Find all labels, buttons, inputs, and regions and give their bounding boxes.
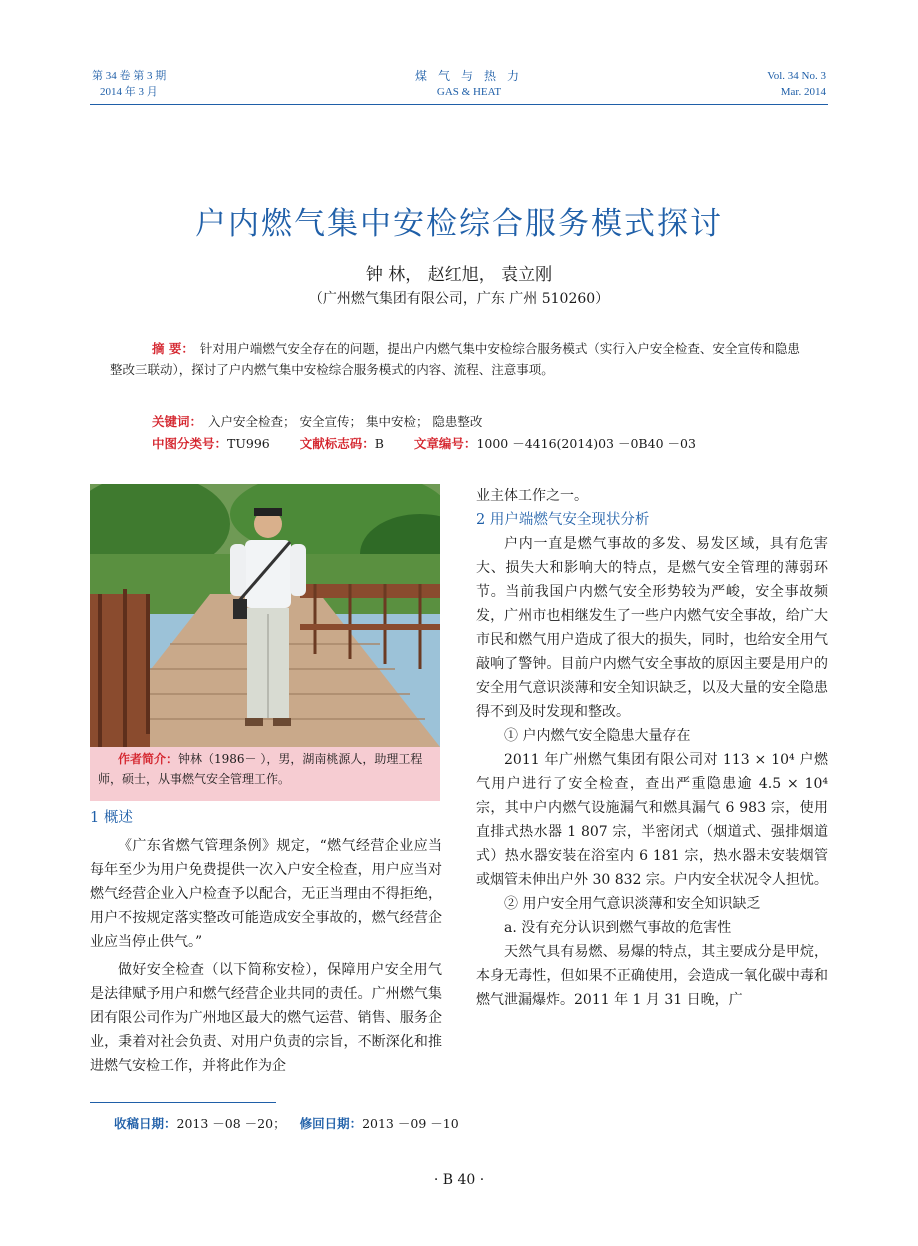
list-item-1: ① 户内燃气安全隐患大量存在 <box>504 728 691 744</box>
dates: 收稿日期：2013 －08 －20； 修回日期：2013 －09 －10 <box>114 1116 459 1131</box>
section2-paragraph-2: 2011 年广州燃气集团有限公司对 113 × 10⁴ 户燃气用户进行了安全检查，查出严重隐患逾 4.5 × 10⁴ 宗，其中户内燃气设施漏气和燃具漏气 6 983 宗，使用直排式热水器 1 807 宗，半密闭式（烟道式、强排烟道式）热水器安装在浴室内 6 181 宗，热水器未安装烟管或烟管未伸出户外 30 832 宗。户内安全状况令人担忧。 <box>476 752 828 888</box>
keywords <box>152 412 812 432</box>
continuation-text: 业主体工作之一。 <box>476 488 588 504</box>
section2-paragraph-1: 户内一直是燃气事故的多发、易发区域，具有危害大、损失大和影响大的特点，是燃气安全管理的薄弱环节。当前我国户内燃气安全形势较为严峻，安全事故频发，广州市也相继发生了一些户内燃气安全事故，给广大市民和燃气用户造成了很大的损失，同时，也给安全用气敲响了警钟。目前户内燃气安全事故的原因主要是用户的安全用气意识淡薄和安全知识缺乏，以及大量的安全隐患得不到及时发现和整改。 <box>476 536 828 720</box>
bio-text: 钟林（1986－ ），男，湖南桃源人，助理工程师，硕士，从事燃气安全管理工作。 <box>98 752 423 786</box>
bio-label: 作者简介： <box>118 752 179 766</box>
author-bio <box>90 747 440 801</box>
section1-paragraph-2: 做好安全检查（以下简称安检），保障用户安全用气是法律赋予用户和燃气经营企业共同的责任。广州燃气集团有限公司作为广州地区最大的燃气运营、销售、服务企业，秉着对社会负责、对用户负责的宗旨，不断深化和推进燃气安检工作，并将此作为企 <box>90 962 442 1074</box>
section1-paragraph-1: 《广东省燃气管理条例》规定，“燃气经营企业应当每年至少为用户免费提供一次入户安全检查，用户应当对燃气经营企业入户检查予以配合，无正当理由不得拒绝，用户不按规定落实整改可能造成安全事故的，燃气经营企业应当停止供气。” <box>90 838 442 950</box>
section2-heading: 2 用户端燃气安全现状分析 <box>476 512 650 528</box>
affiliation: （广州燃气集团有限公司，广东 广州 510260） <box>308 291 610 307</box>
authors: 钟 林， 赵红旭， 袁立刚 <box>365 265 553 285</box>
right-column <box>476 484 828 1012</box>
section2-paragraph-3: 天然气具有易燃、易爆的特点，其主要成分是甲烷，本身无毒性，但如果不正确使用，会造成一氧化碳中毒和燃气泄漏爆炸。2011 年 1 月 31 日晚，广 <box>476 944 828 1008</box>
header-rule <box>90 104 828 105</box>
header-vol-en: Vol. 34 No. 3 Mar. 2014 <box>767 70 826 98</box>
abstract <box>110 338 810 380</box>
left-column <box>90 806 442 1078</box>
list-item-2a: a. 没有充分认识到燃气事故的危害性 <box>504 920 732 936</box>
section1-heading: 1 概述 <box>90 810 133 826</box>
author-photo <box>90 484 440 747</box>
header-journal: 煤 气 与 热 力 GAS & HEAT <box>414 69 523 98</box>
page-number: · B 40 · <box>433 1172 485 1188</box>
keywords-text: 入户安全检查； 安全宣传； 集中安检； 隐患整改 <box>208 414 483 429</box>
classification: 中图分类号：TU996 文献标志码：B 文章编号：1000 －4416(2014)03 －0B40 －03 <box>152 436 696 451</box>
footnote-rule <box>90 1102 276 1103</box>
author-photo-illustration <box>90 484 440 747</box>
article-title: 户内燃气集中安检综合服务模式探讨 <box>195 206 723 242</box>
list-item-2: ② 用户安全用气意识淡薄和安全知识缺乏 <box>504 896 761 912</box>
keywords-label: 关键词： <box>152 414 203 429</box>
abstract-label: 摘 要： <box>152 341 194 356</box>
header-volume: 第 34 卷 第 3 期 2014 年 3 月 <box>92 70 167 98</box>
abstract-text: 针对用户端燃气安全存在的问题，提出户内燃气集中安检综合服务模式（实行入户安全检查、安全宣传和隐患整改三联动），探讨了户内燃气集中安检综合服务模式的内容、流程、注意事项。 <box>110 341 800 377</box>
